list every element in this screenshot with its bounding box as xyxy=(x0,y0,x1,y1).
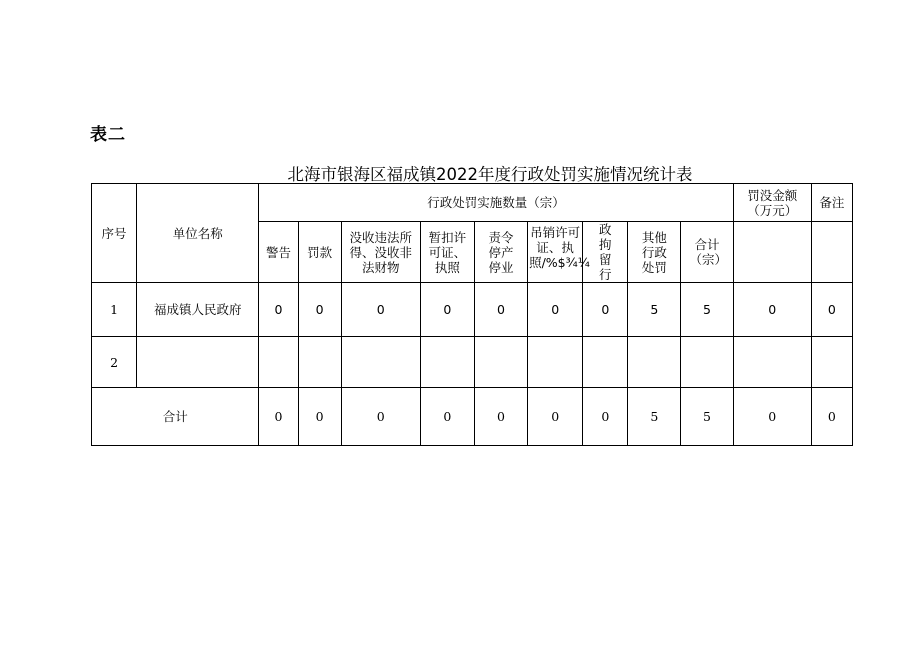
document-title: 北海市银海区福成镇2022年度行政处罚实施情况统计表 xyxy=(287,165,693,184)
row-remarks: 0 xyxy=(811,283,852,337)
row-value: 5 xyxy=(681,283,733,337)
row-fine-amount xyxy=(733,337,811,388)
header-penalty-count-group: 行政处罚实施数量（宗） xyxy=(259,184,733,222)
header-seq: 序号 xyxy=(92,184,137,283)
total-value: 0 xyxy=(341,388,420,446)
row-seq: 2 xyxy=(92,337,137,388)
row-value: 0 xyxy=(259,283,298,337)
row-value xyxy=(341,337,420,388)
total-fine-amount: 0 xyxy=(733,388,811,446)
header-order-stop: 责令停产停业 xyxy=(474,222,527,283)
total-value: 5 xyxy=(628,388,681,446)
header-fine-amount: 罚没金额（万元） xyxy=(733,184,811,222)
header-warning: 警告 xyxy=(259,222,298,283)
header-fine-amount-blank xyxy=(733,222,811,283)
row-value: 5 xyxy=(628,283,681,337)
total-value: 5 xyxy=(681,388,733,446)
header-confiscation: 没收违法所得、没收非法财物 xyxy=(341,222,420,283)
total-label: 合计 xyxy=(92,388,259,446)
table-row xyxy=(92,283,853,337)
row-value: 0 xyxy=(528,283,583,337)
row-unit-name: 福成镇人民政府 xyxy=(137,283,259,337)
row-value xyxy=(528,337,583,388)
total-row xyxy=(92,388,853,446)
header-remarks: 备注 xyxy=(811,184,852,222)
total-value: 0 xyxy=(259,388,298,446)
row-value: 0 xyxy=(298,283,341,337)
header-unit-name: 单位名称 xyxy=(137,184,259,283)
row-value: 0 xyxy=(420,283,474,337)
header-subtotal: 合计（宗） xyxy=(681,222,733,283)
row-value xyxy=(628,337,681,388)
row-unit-name xyxy=(137,337,259,388)
header-suspend-license: 暂扣许可证、执照 xyxy=(420,222,474,283)
total-value: 0 xyxy=(298,388,341,446)
row-value xyxy=(681,337,733,388)
table-label: 表二 xyxy=(90,125,126,145)
row-seq: 1 xyxy=(92,283,137,337)
row-remarks xyxy=(811,337,852,388)
total-value: 0 xyxy=(583,388,628,446)
table-row xyxy=(92,337,853,388)
row-value xyxy=(420,337,474,388)
header-remarks-blank xyxy=(811,222,852,283)
row-value xyxy=(298,337,341,388)
header-revoke-license xyxy=(528,222,590,283)
header-detention xyxy=(583,222,628,283)
header-row-1 xyxy=(92,184,853,222)
header-revoke-license-text: 吊销许可证、执照/%$¾¼ xyxy=(529,225,590,270)
row-fine-amount: 0 xyxy=(733,283,811,337)
row-value xyxy=(259,337,298,388)
row-value: 0 xyxy=(341,283,420,337)
header-fine: 罚款 xyxy=(298,222,341,283)
total-value: 0 xyxy=(420,388,474,446)
row-value xyxy=(583,337,628,388)
header-detention-text: 政拘留行 xyxy=(599,222,612,282)
total-value: 0 xyxy=(474,388,527,446)
row-value: 0 xyxy=(474,283,527,337)
row-value: 0 xyxy=(583,283,628,337)
total-value: 0 xyxy=(528,388,583,446)
statistics-table xyxy=(91,183,853,446)
row-value xyxy=(474,337,527,388)
total-remarks: 0 xyxy=(811,388,852,446)
header-other: 其他行政处罚 xyxy=(628,222,681,283)
